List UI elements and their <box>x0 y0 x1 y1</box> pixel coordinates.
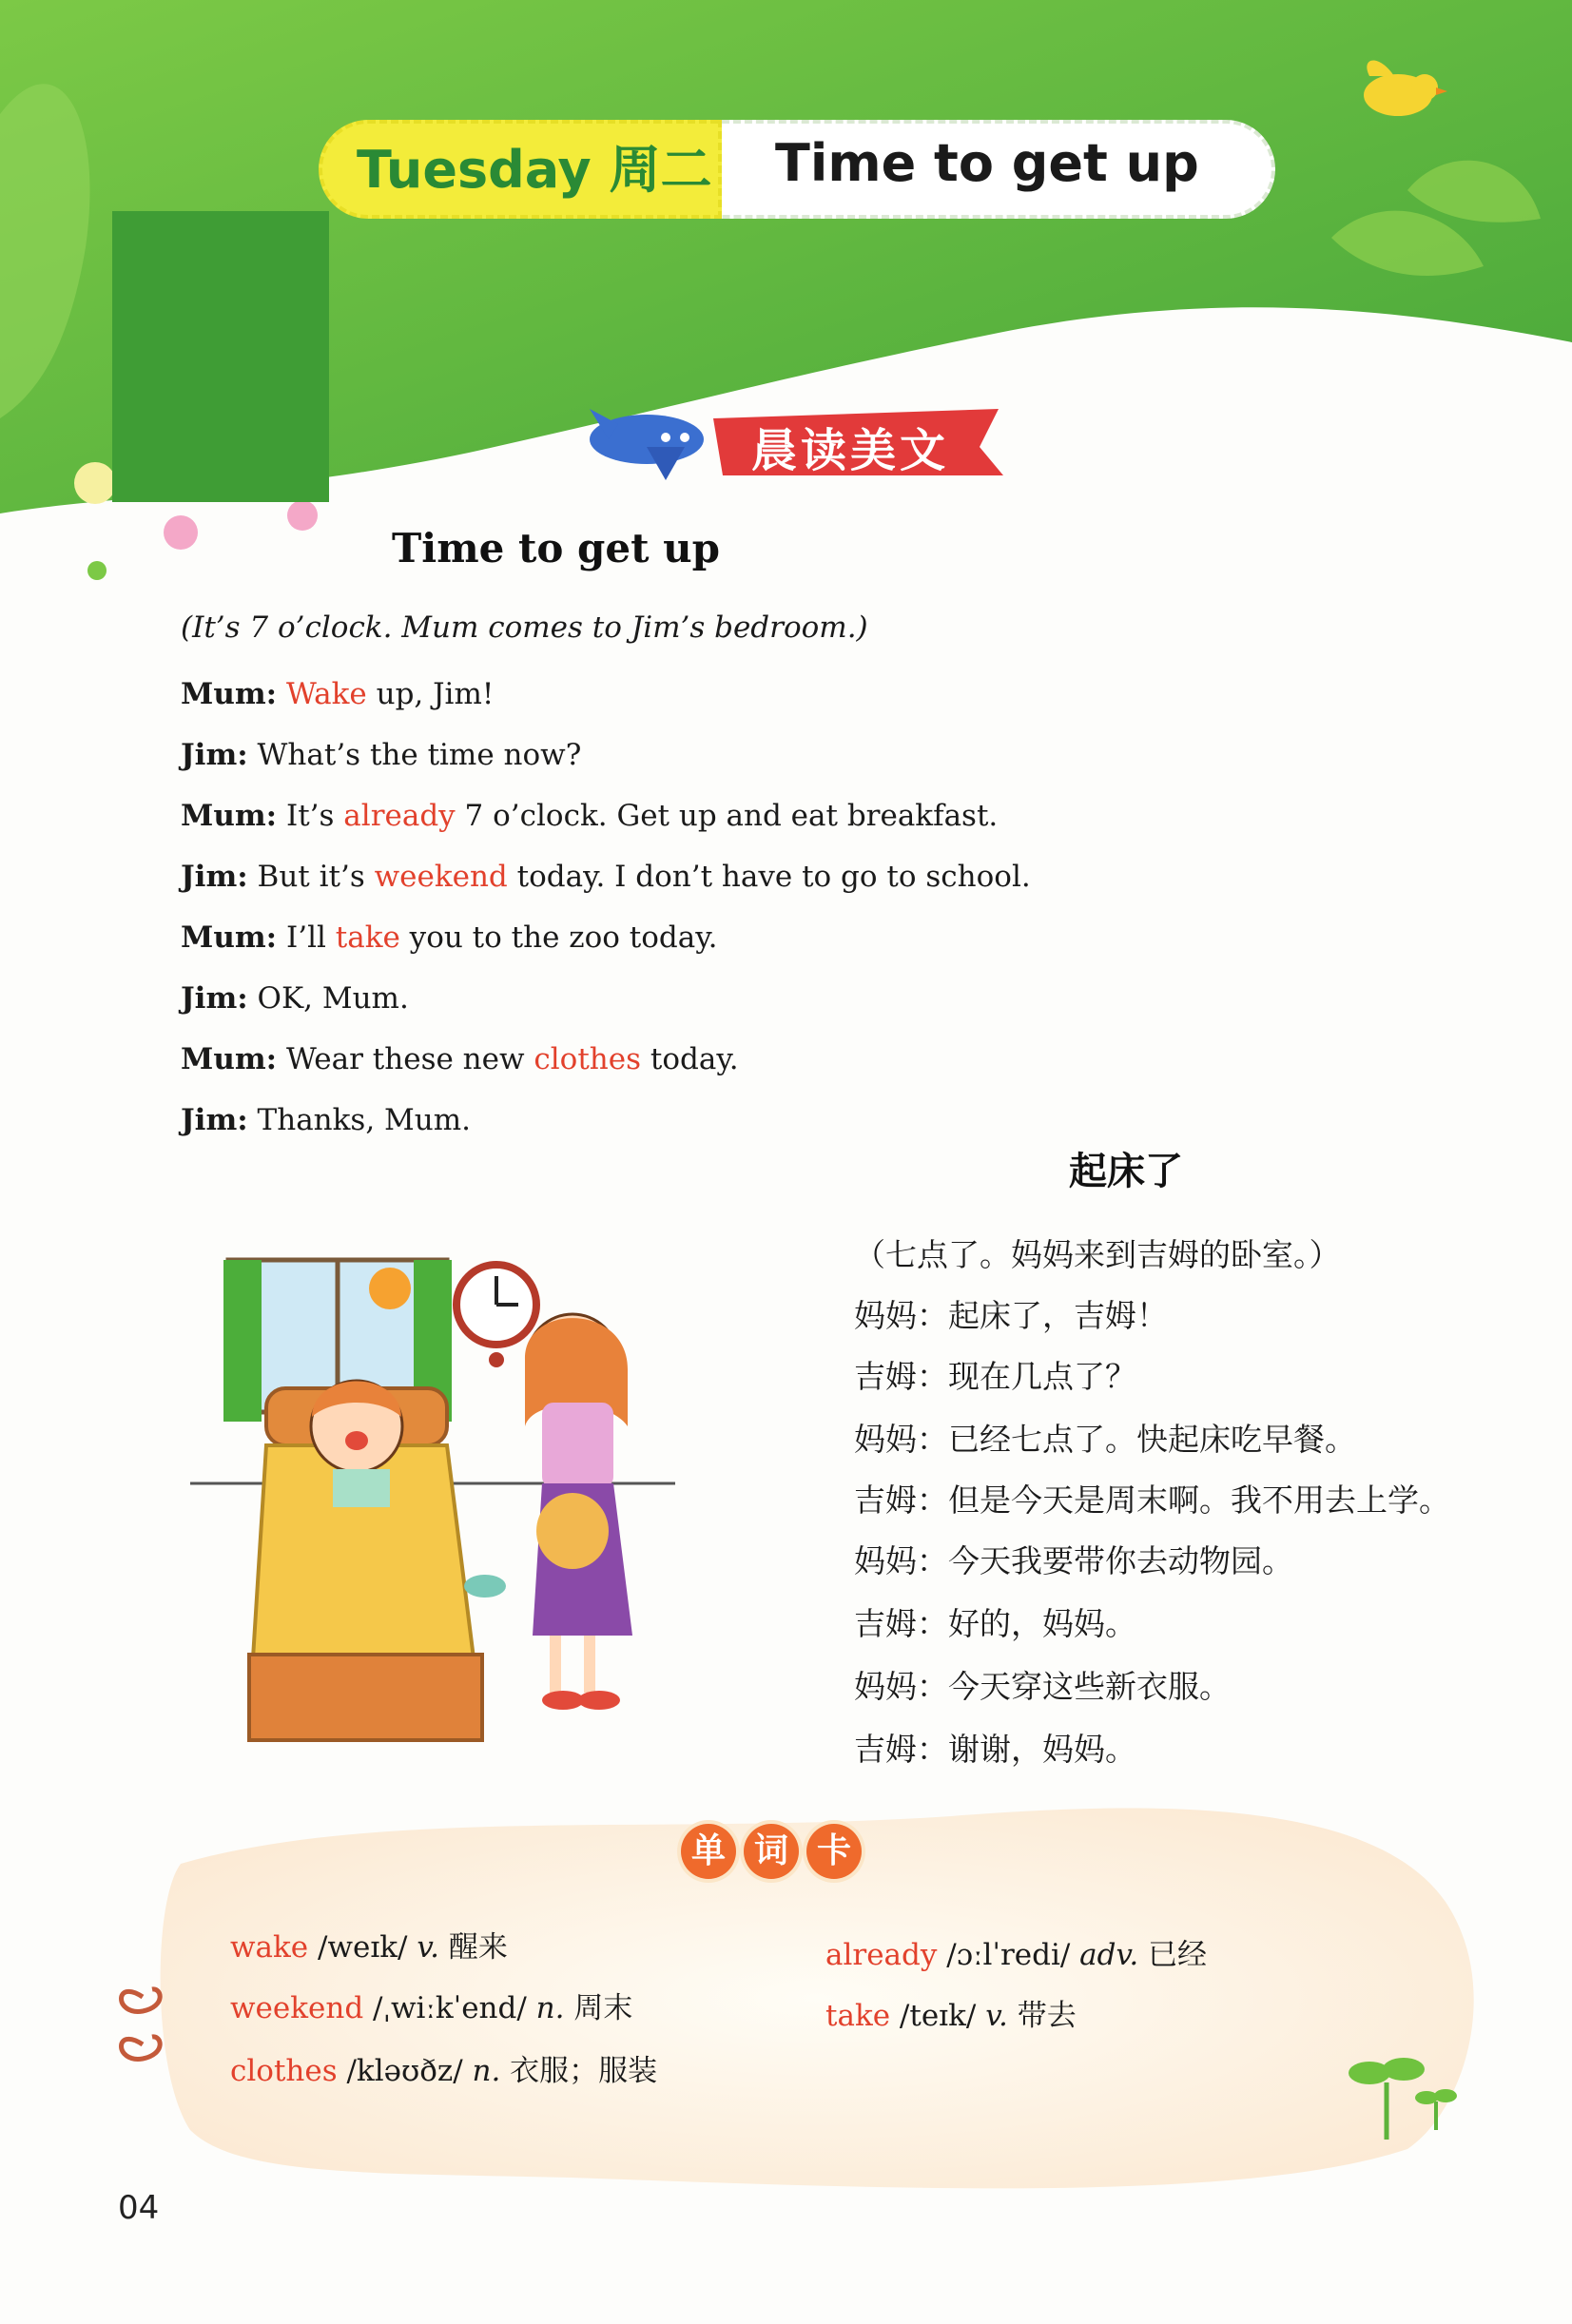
highlighted-word: Wake <box>285 677 367 711</box>
vocab-meaning: 衣服；服装 <box>500 2054 658 2088</box>
word-card-title-char: 单 <box>681 1824 736 1879</box>
chinese-line: 妈妈：今天我要带你去动物园。 <box>854 1542 1293 1579</box>
highlighted-word: weekend <box>374 860 508 894</box>
vocab-phonetic: /teɪk/ <box>890 1999 986 2033</box>
speaker-label: Jim: <box>181 981 248 1016</box>
line-text: you to the zoo today. <box>399 920 718 955</box>
vocab-word: take <box>825 1999 891 2033</box>
bedroom-illustration <box>190 1260 675 1740</box>
chinese-line: 吉姆：好的，妈妈。 <box>854 1605 1136 1642</box>
section-label: 晨读美文 <box>751 424 950 477</box>
line-text: What’s the time now? <box>247 738 582 772</box>
dialogue-line <box>181 1101 471 1139</box>
chinese-line: 妈妈：今天穿这些新衣服。 <box>854 1668 1231 1705</box>
vocab-part-of-speech: n. <box>535 1991 565 2025</box>
line-text: Thanks, Mum. <box>247 1103 472 1137</box>
header-title: Time to get up <box>775 133 1199 193</box>
dialogue-line <box>181 1040 739 1078</box>
chinese-line: 吉姆：但是今天是周末啊。我不用去上学。 <box>854 1482 1450 1519</box>
word-card-title <box>681 1824 862 1879</box>
chinese-line: 妈妈：已经七点了。快起床吃早餐。 <box>854 1421 1356 1458</box>
vocab-word: clothes <box>230 2054 338 2088</box>
vocab-phonetic: /ˌwiːkˈend/ <box>363 1991 536 2025</box>
vocab-part-of-speech: v. <box>985 1999 1008 2033</box>
vocab-part-of-speech: v. <box>417 1930 440 1965</box>
speaker-label: Mum: <box>181 1042 278 1076</box>
green-placeholder-box <box>112 211 329 502</box>
vocab-entry <box>230 1923 508 1966</box>
dialogue-line <box>181 675 494 713</box>
chinese-line: （七点了。妈妈来到吉姆的卧室。） <box>854 1236 1341 1273</box>
line-text: today. I don’t have to go to school. <box>507 860 1031 894</box>
vocab-meaning: 带去 <box>1007 1999 1077 2033</box>
vocab-phonetic: /kləʊðz/ <box>337 2054 473 2088</box>
line-text: OK, Mum. <box>247 981 409 1016</box>
vocab-entry <box>825 1991 1077 2034</box>
word-card-title-char: 卡 <box>806 1824 862 1879</box>
highlighted-word: take <box>335 920 400 955</box>
line-text <box>277 677 286 711</box>
header-day: Tuesday 周二 <box>357 140 712 200</box>
line-text: Wear these new <box>277 1042 534 1076</box>
dialogue-line <box>181 736 581 774</box>
vocab-word: weekend <box>230 1991 364 2025</box>
dialogue-line <box>181 858 1031 896</box>
vocab-entry <box>230 1984 632 2026</box>
speaker-label: Mum: <box>181 799 278 833</box>
vocab-entry <box>230 2046 657 2089</box>
chinese-title: 起床了 <box>1069 1149 1183 1193</box>
highlighted-word: clothes <box>534 1042 642 1076</box>
vocab-meaning: 周末 <box>564 1991 633 2025</box>
vocab-phonetic: /ɔːlˈredi/ <box>937 1938 1080 1972</box>
vocab-meaning: 已经 <box>1138 1938 1208 1972</box>
english-title: Time to get up <box>392 525 721 571</box>
line-text: But it’s <box>247 860 375 894</box>
vocab-phonetic: /weɪk/ <box>308 1930 417 1965</box>
word-card-title-char: 词 <box>744 1824 799 1879</box>
line-text: up, Jim! <box>366 677 495 711</box>
chinese-line: 吉姆：谢谢，妈妈。 <box>854 1731 1136 1768</box>
speaker-label: Mum: <box>181 677 278 711</box>
vocab-entry <box>825 1930 1207 1973</box>
line-text: today. <box>641 1042 739 1076</box>
chinese-line: 妈妈：起床了，吉姆！ <box>854 1297 1168 1334</box>
vocab-part-of-speech: adv. <box>1079 1938 1139 1972</box>
dialogue-line <box>181 919 718 957</box>
line-text: 7 o’clock. Get up and eat breakfast. <box>455 799 999 833</box>
speaker-label: Jim: <box>181 738 248 772</box>
line-text: It’s <box>277 799 344 833</box>
speaker-label: Mum: <box>181 920 278 955</box>
dialogue-line <box>181 797 998 835</box>
vocab-meaning: 醒来 <box>439 1930 508 1965</box>
vocab-word: wake <box>230 1930 309 1965</box>
chinese-line: 吉姆：现在几点了？ <box>854 1358 1136 1395</box>
vocab-part-of-speech: n. <box>472 2054 501 2088</box>
stage-direction: (It’s 7 o’clock. Mum comes to Jim’s bedroom.) <box>181 610 868 645</box>
vocab-word: already <box>825 1938 938 1972</box>
highlighted-word: already <box>343 799 456 833</box>
speaker-label: Jim: <box>181 1103 248 1137</box>
dialogue-line <box>181 979 409 1017</box>
line-text: I’ll <box>277 920 336 955</box>
speaker-label: Jim: <box>181 860 248 894</box>
header-banner <box>319 120 1275 219</box>
page-number: 04 <box>118 2189 160 2227</box>
